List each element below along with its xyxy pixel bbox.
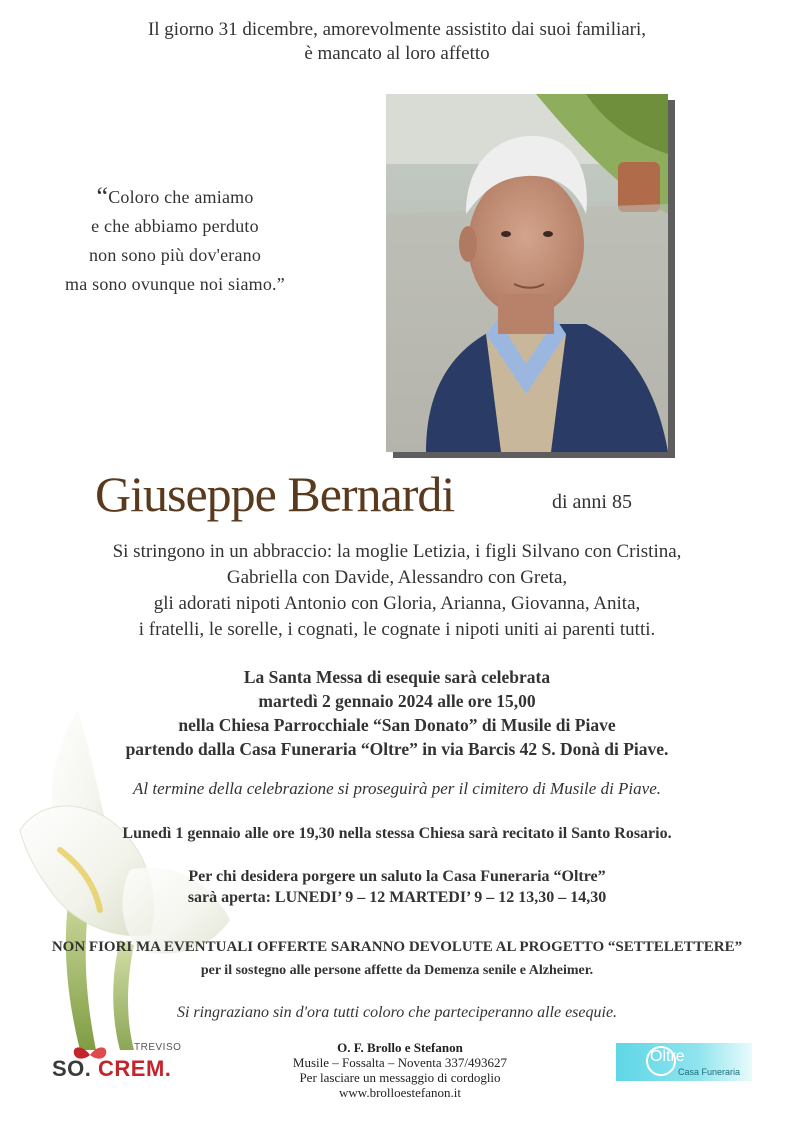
memorial-quote bbox=[40, 182, 310, 299]
oltre-tag: Casa Funeraria bbox=[678, 1067, 741, 1077]
intro-text bbox=[0, 18, 794, 66]
mass-line: partendo dalla Casa Funeraria “Oltre” in via Barcis 42 S. Donà di Piave. bbox=[125, 739, 669, 759]
oltre-brand: Oltre bbox=[650, 1048, 685, 1065]
family-line: i fratelli, le sorelle, i cognati, le cognate i nipoti uniti ai parenti tutti. bbox=[138, 619, 656, 640]
quote-open-mark: “ bbox=[96, 182, 109, 211]
quote-line bbox=[40, 182, 310, 212]
oltre-logo bbox=[616, 1043, 752, 1081]
deceased-name: Giuseppe Bernardi bbox=[95, 466, 455, 522]
visit-line: sarà aperta: LUNEDI’ 9 – 12 MARTEDI’ 9 – 12 13,30 – 14,30 bbox=[187, 889, 607, 906]
quote-line-text: Coloro che amiamo bbox=[108, 187, 254, 207]
donation-line: NON FIORI MA EVENTUALI OFFERTE SARANNO DEVOLUTE AL PROGETTO “SETTELETTERE” bbox=[51, 939, 743, 955]
agency-locations: Musile – Fossalta – Noventa 337/493627 bbox=[292, 1055, 508, 1070]
visiting-hours bbox=[0, 866, 794, 908]
socrem-suffix: CREM. bbox=[98, 1056, 172, 1081]
socrem-logo bbox=[50, 1042, 200, 1088]
donation-note bbox=[0, 936, 794, 982]
quote-line: e che abbiamo perduto bbox=[91, 216, 259, 236]
mass-details bbox=[0, 665, 794, 761]
agency-name: O. F. Brollo e Stefanon bbox=[337, 1040, 463, 1055]
rosary-note: Lunedì 1 gennaio alle ore 19,30 nella stessa Chiesa sarà recitato il Santo Rosario. bbox=[122, 825, 672, 842]
socrem-sub: TREVISO bbox=[134, 1042, 182, 1053]
cemetery-note: Al termine della celebrazione si proseguirà per il cimitero di Musile di Piave. bbox=[132, 779, 661, 798]
mass-line: martedì 2 gennaio 2024 alle ore 15,00 bbox=[258, 691, 536, 711]
funeral-agency bbox=[200, 1040, 600, 1100]
mass-line: La Santa Messa di esequie sarà celebrata bbox=[243, 667, 551, 687]
intro-line: è mancato al loro affetto bbox=[304, 43, 490, 64]
family-announcement bbox=[0, 539, 794, 643]
deceased-age: di anni 85 bbox=[552, 491, 632, 513]
portrait-image bbox=[386, 94, 668, 452]
mass-line: nella Chiesa Parrocchiale “San Donato” di Musile di Piave bbox=[178, 715, 616, 735]
quote-close-mark: ” bbox=[276, 274, 285, 294]
socrem-prefix: SO. bbox=[52, 1056, 92, 1081]
portrait-photo bbox=[386, 94, 668, 452]
quote-line: non sono più dov'erano bbox=[88, 245, 262, 265]
agency-message: Per lasciare un messaggio di cordoglio bbox=[299, 1070, 501, 1085]
socrem-wordmark bbox=[52, 1056, 171, 1082]
agency-website[interactable]: www.brolloestefanon.it bbox=[339, 1085, 461, 1100]
family-line: Si stringono in un abbraccio: la moglie Letizia, i figli Silvano con Cristina, bbox=[112, 541, 682, 562]
thanks-note: Si ringraziano sin d'ora tutti coloro che parteciperanno alle esequie. bbox=[176, 1004, 618, 1021]
quote-line bbox=[40, 270, 310, 299]
family-line: gli adorati nipoti Antonio con Gloria, Arianna, Giovanna, Anita, bbox=[153, 593, 641, 614]
visit-line: Per chi desidera porgere un saluto la Casa Funeraria “Oltre” bbox=[188, 868, 606, 885]
donation-line: per il sostegno alle persone affette da Demenza senile e Alzheimer. bbox=[200, 963, 594, 978]
quote-line-text: ma sono ovunque noi siamo. bbox=[65, 274, 277, 294]
family-line: Gabriella con Davide, Alessandro con Greta, bbox=[226, 567, 568, 588]
intro-line: Il giorno 31 dicembre, amorevolmente assistito dai suoi familiari, bbox=[147, 19, 647, 40]
